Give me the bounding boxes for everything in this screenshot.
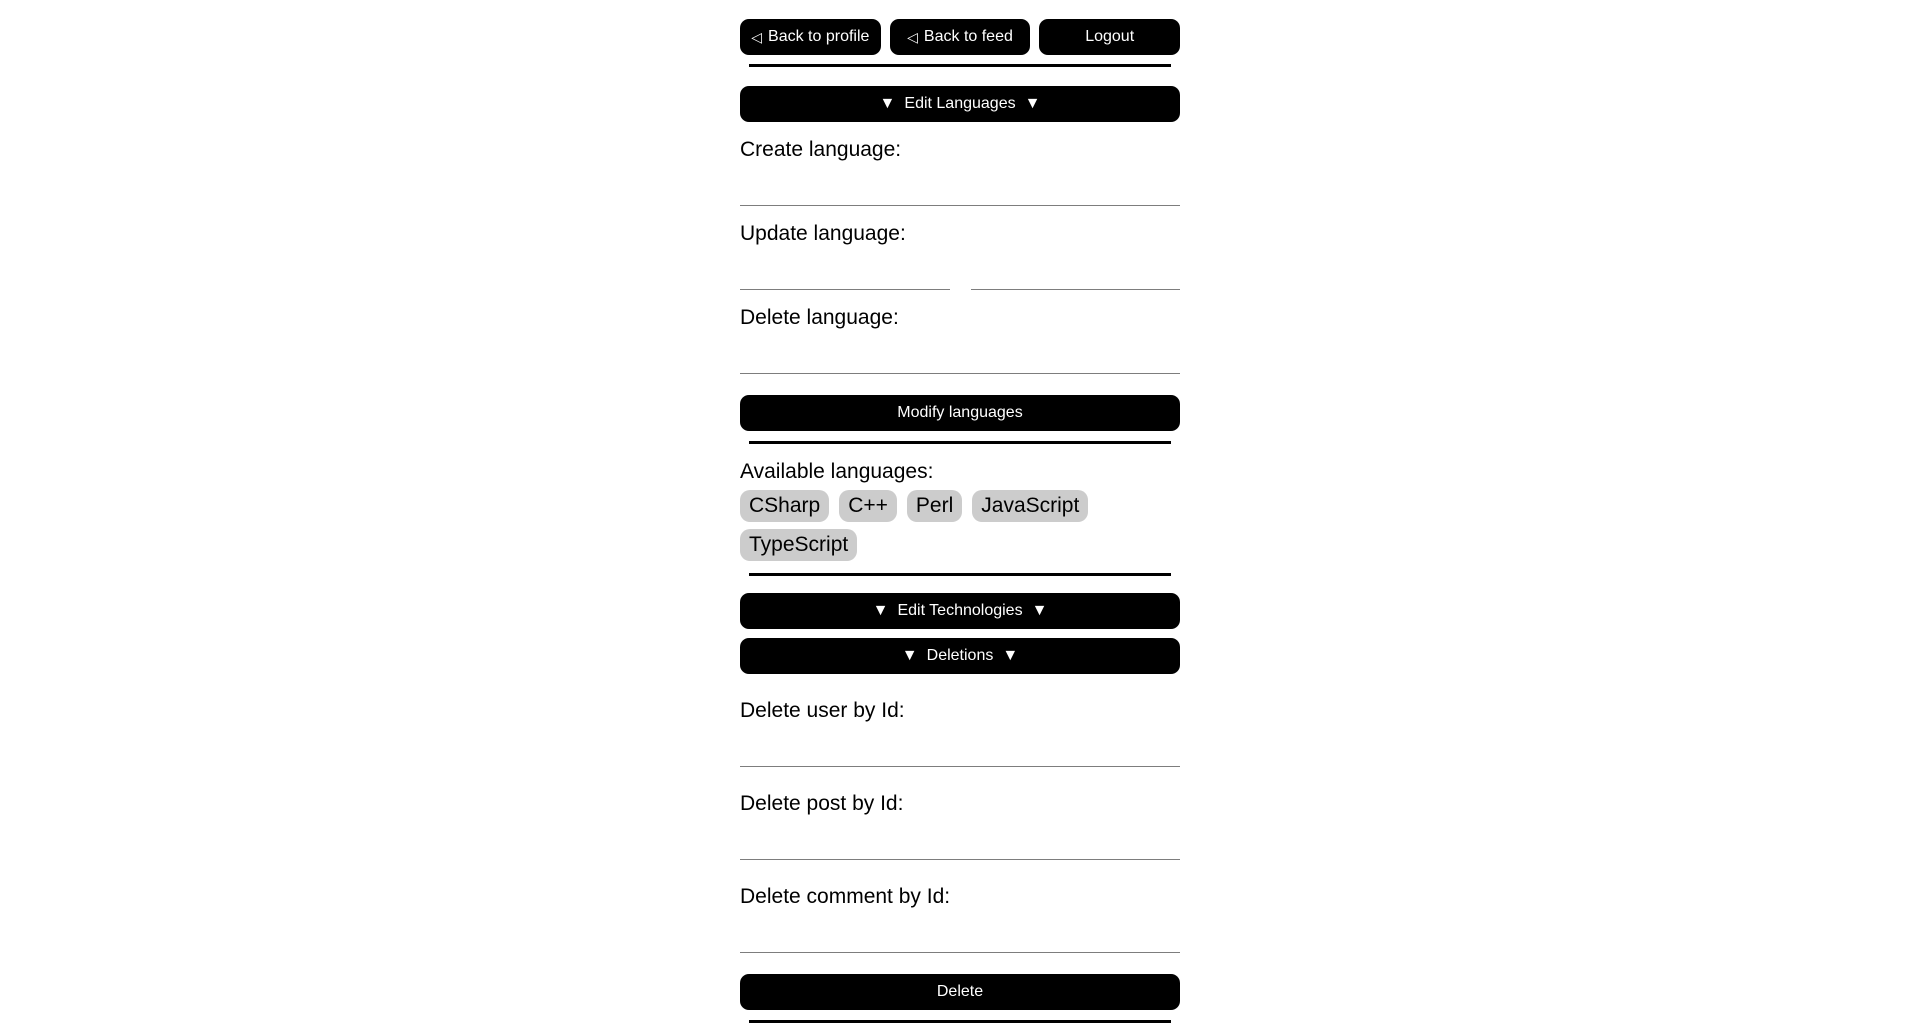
create-language-label: Create language:: [740, 138, 902, 161]
available-languages-label: Available languages:: [740, 460, 934, 483]
back-to-feed-label: Back to feed: [923, 28, 1013, 45]
edit-languages-toggle-label: Edit Languages: [904, 95, 1016, 112]
chevron-down-icon: ▼: [872, 602, 889, 619]
language-tag-list: [740, 490, 1180, 561]
language-tag-csharp: CSharp: [740, 490, 829, 522]
update-language-label: Update language:: [740, 222, 906, 245]
language-tag-perl: Perl: [907, 490, 962, 522]
language-tag-cpp: C++: [839, 490, 897, 522]
delete-language-label: Delete language:: [740, 306, 899, 329]
delete-button[interactable]: [740, 974, 1180, 1010]
delete-user-input[interactable]: [740, 723, 1180, 767]
modify-languages-label: Modify languages: [897, 404, 1023, 421]
update-language-input-row: [740, 246, 1180, 290]
modify-languages-button[interactable]: [740, 395, 1180, 431]
deletions-toggle-label: Deletions: [926, 647, 994, 664]
section-divider: [749, 64, 1171, 67]
update-language-new-input[interactable]: [971, 246, 1181, 290]
back-arrow-icon: ◁: [907, 28, 918, 45]
chevron-down-icon: ▼: [1002, 647, 1019, 664]
chevron-down-icon: ▼: [1024, 95, 1041, 112]
chevron-down-icon: ▼: [901, 647, 918, 664]
chevron-down-icon: ▼: [879, 95, 896, 112]
back-to-profile-label: Back to profile: [768, 28, 870, 45]
section-divider: [749, 441, 1171, 444]
edit-technologies-toggle[interactable]: [740, 593, 1180, 629]
logout-button[interactable]: [1039, 19, 1180, 55]
delete-language-input[interactable]: [740, 330, 1180, 374]
delete-comment-input[interactable]: [740, 909, 1180, 953]
back-to-profile-button[interactable]: [740, 19, 881, 55]
language-tag-typescript: TypeScript: [740, 529, 857, 561]
chevron-down-icon: ▼: [1031, 602, 1048, 619]
delete-post-label: Delete post by Id:: [740, 792, 904, 815]
edit-technologies-toggle-label: Edit Technologies: [897, 602, 1023, 619]
delete-comment-label: Delete comment by Id:: [740, 885, 951, 908]
top-nav-row: [740, 19, 1180, 55]
delete-post-input[interactable]: [740, 816, 1180, 860]
edit-languages-toggle[interactable]: [740, 86, 1180, 122]
language-tag-javascript: JavaScript: [972, 490, 1088, 522]
delete-user-label: Delete user by Id:: [740, 699, 905, 722]
admin-panel-column: [740, 0, 1180, 1023]
logout-label: Logout: [1085, 28, 1135, 45]
delete-button-label: Delete: [936, 983, 984, 1000]
create-language-input[interactable]: [740, 162, 1180, 206]
deletions-toggle[interactable]: [740, 638, 1180, 674]
update-language-old-input[interactable]: [740, 246, 950, 290]
back-to-feed-button[interactable]: [890, 19, 1031, 55]
section-divider: [749, 573, 1171, 576]
back-arrow-icon: ◁: [751, 28, 763, 45]
